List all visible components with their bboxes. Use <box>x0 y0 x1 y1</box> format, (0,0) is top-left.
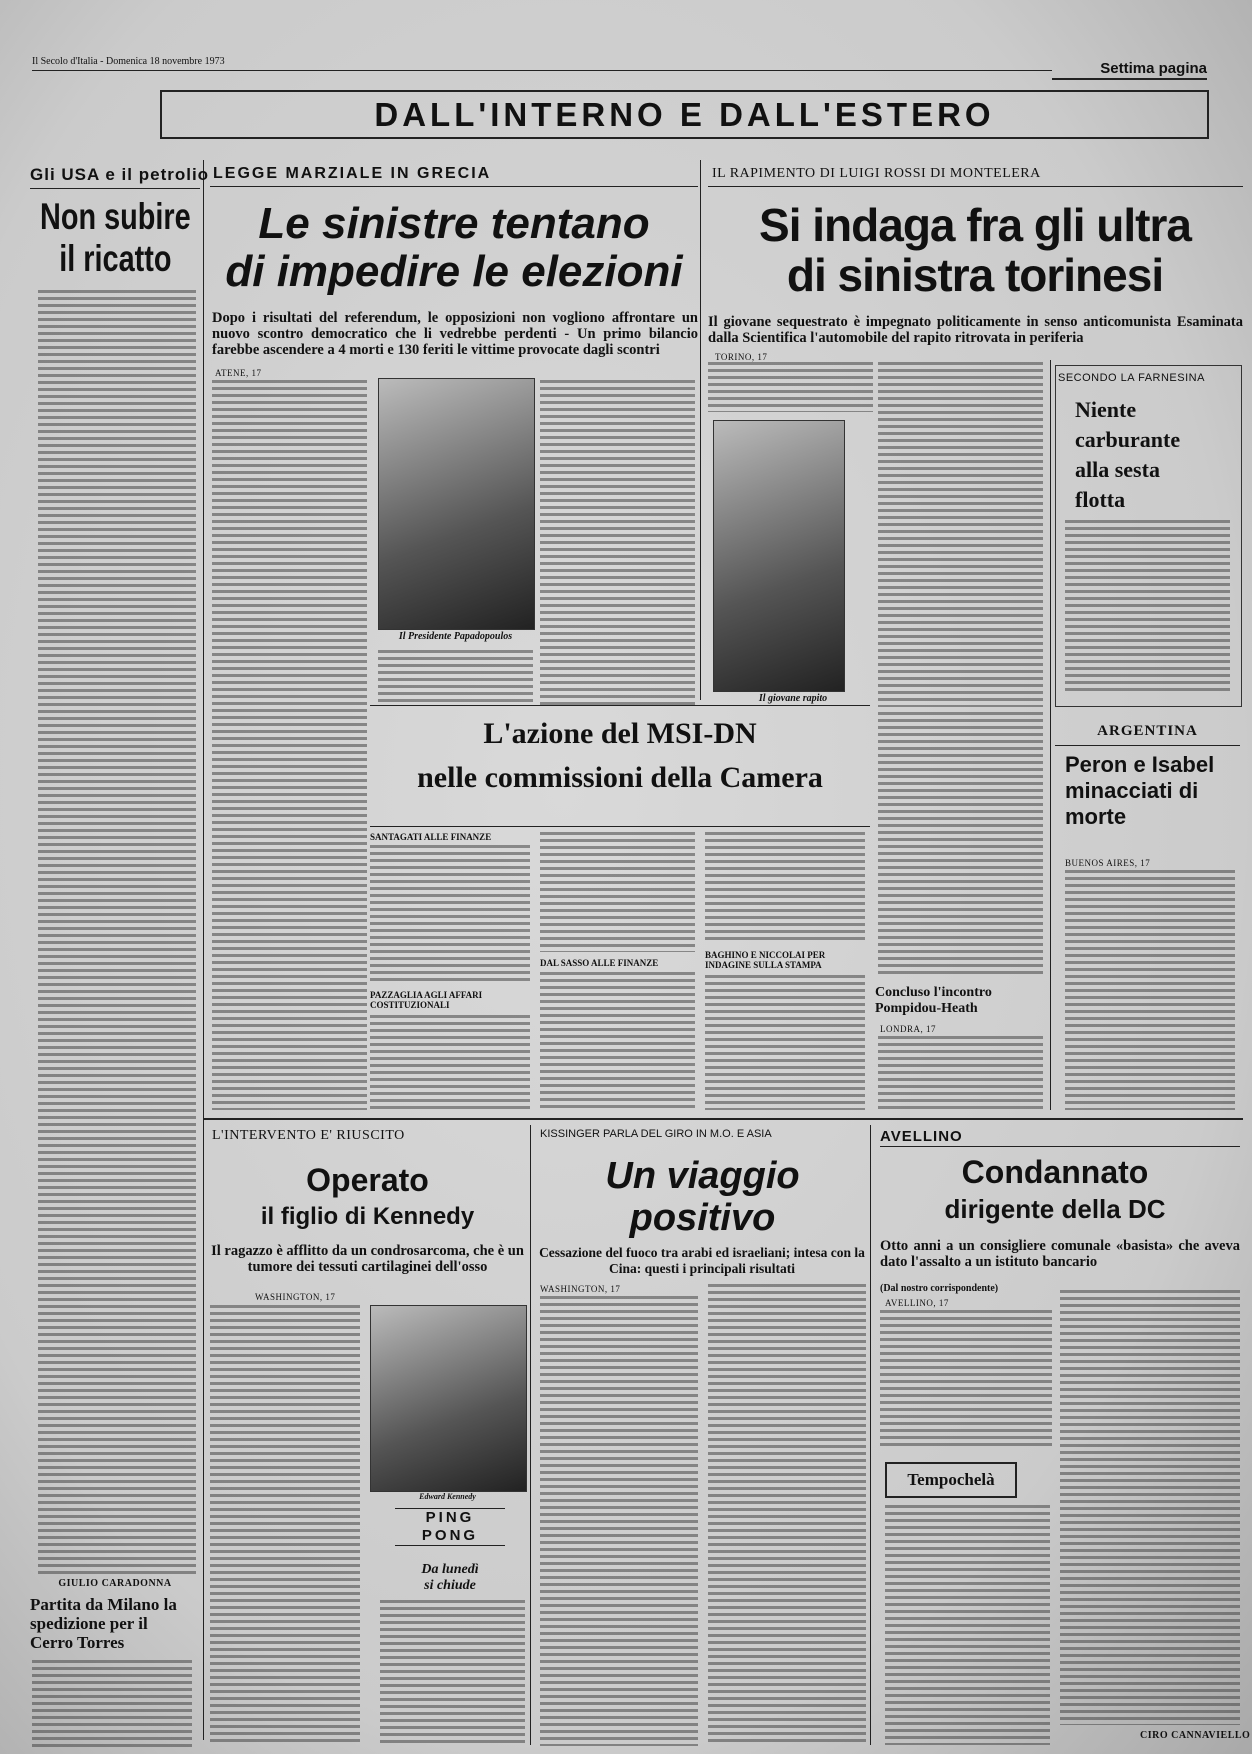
photo-kennedy <box>370 1305 527 1492</box>
headline: Niente carburante alla sesta flotta <box>1075 397 1181 512</box>
article-body <box>32 1660 192 1750</box>
article-body <box>708 1284 866 1746</box>
article-body <box>38 290 196 1575</box>
article-body <box>878 362 1043 707</box>
dateline: WASHINGTON, 17 <box>255 1292 336 1302</box>
kicker: L'INTERVENTO E' RIUSCITO <box>212 1128 405 1143</box>
weather-box-title: Tempochelà <box>885 1462 1017 1498</box>
headline-line: Condannato <box>961 1154 1149 1190</box>
headline-line: di impedire le elezioni <box>225 247 683 296</box>
subheadline <box>380 1562 520 1594</box>
photo-papadopoulos <box>378 378 535 630</box>
article-body <box>878 1036 1043 1110</box>
kicker: LEGGE MARZIALE IN GRECIA <box>213 165 492 182</box>
kicker: ARGENTINA <box>1097 723 1198 739</box>
article-body <box>1060 1290 1240 1725</box>
article-body <box>705 975 865 1110</box>
dateline: ATENE, 17 <box>215 368 262 378</box>
subheadline: Il giovane sequestrato è impegnato politicamente in senso anticomunista Esaminata dalla Scientifica l'automobile del rapito ritrovata in periferia <box>708 314 1243 346</box>
headline <box>210 200 698 296</box>
article-body <box>878 712 1043 977</box>
subhead: BAGHINO E NICCOLAI PER INDAGINE SULLA STAMPA <box>705 950 826 970</box>
headline: Peron e Isabel minacciati di morte <box>1065 752 1215 829</box>
dateline: AVELLINO, 17 <box>885 1298 949 1308</box>
headline: Non subire il ricatto <box>39 196 191 279</box>
photo-rossi <box>713 420 845 692</box>
subhead: SANTAGATI ALLE FINANZE <box>370 832 492 842</box>
sub-line: si chiude <box>424 1578 476 1593</box>
subheadline: Otto anni a un consigliere comunale «basista» che aveva dato l'assalto a un istituto bancario <box>880 1238 1240 1270</box>
headline <box>205 1160 530 1234</box>
article-body <box>708 362 873 412</box>
headline-line: Operato <box>306 1162 429 1198</box>
headline-line: positivo <box>629 1197 776 1239</box>
photo-caption: Il Presidente Papadopoulos <box>398 631 513 642</box>
subheadline: Dopo i risultati del referendum, le opposizioni non vogliono affrontare un nuovo scontro democratico che li vedrebbe perdenti - Un primo bilancio farebbe ascendere a 4 morti e 130 feriti le vittime provocate dagli scontri <box>212 310 698 358</box>
dateline: WASHINGTON, 17 <box>540 1284 621 1294</box>
section-banner: DALL'INTERNO E DALL'ESTERO <box>160 90 1209 139</box>
article-body <box>1065 520 1230 695</box>
kicker: IL RAPIMENTO DI LUIGI ROSSI DI MONTELERA <box>712 166 1041 181</box>
headline-line: dirigente della DC <box>944 1194 1166 1224</box>
weather-body <box>885 1505 1050 1745</box>
photo-caption: Edward Kennedy <box>419 1492 476 1501</box>
article-body <box>705 832 865 942</box>
subhead: DAL SASSO ALLE FINANZE <box>540 958 659 968</box>
headline-line: Un viaggio <box>605 1155 800 1197</box>
subheadline: Cessazione del fuoco tra arabi ed israeliani; intesa con la Cina: questi i principali risultati <box>539 1245 865 1276</box>
headline <box>875 1152 1235 1226</box>
dateline: Il Secolo d'Italia - Domenica 18 novembre 1973 <box>32 56 225 67</box>
signature: CIRO CANNAVIELLO <box>1140 1730 1251 1741</box>
headline <box>705 200 1245 300</box>
article-body <box>210 1305 360 1745</box>
headline-line: Si indaga fra gli ultra <box>759 199 1191 251</box>
headline: Partita da Milano la spedizione per il Cerro Torres <box>30 1595 177 1652</box>
headline-line: il figlio di Kennedy <box>260 1203 475 1230</box>
article-body <box>378 650 533 705</box>
headline: Concluso l'incontro Pompidou-Heath <box>875 985 992 1016</box>
kicker: KISSINGER PARLA DEL GIRO IN M.O. E ASIA <box>540 1128 772 1140</box>
dateline: LONDRA, 17 <box>880 1024 936 1034</box>
headline-line: di sinistra torinesi <box>786 249 1164 301</box>
kicker: Gli USA e il petrolio <box>30 165 210 184</box>
kicker: AVELLINO <box>880 1128 963 1145</box>
headline-line: Le sinistre tentano <box>258 199 650 248</box>
title-line: PING <box>425 1509 475 1526</box>
pingpong-title <box>395 1508 505 1546</box>
article-body <box>1065 870 1235 1110</box>
source: (Dal nostro corrispondente) <box>880 1283 999 1294</box>
article-body <box>540 1296 698 1746</box>
photo-caption: Il giovane rapito <box>758 693 828 704</box>
dateline: BUENOS AIRES, 17 <box>1065 858 1151 868</box>
article-body <box>880 1310 1052 1450</box>
title-line: PONG <box>421 1527 479 1544</box>
dateline: TORINO, 17 <box>715 352 768 362</box>
article-body <box>370 845 530 985</box>
sub-line: Da lunedì <box>421 1562 479 1577</box>
article-body <box>540 380 695 705</box>
kicker: SECONDO LA FARNESINA <box>1058 372 1205 384</box>
headline <box>535 1155 870 1239</box>
page-label: Settima pagina <box>1100 60 1207 77</box>
article-body <box>370 1015 530 1110</box>
article-body <box>540 832 695 952</box>
signature: GIULIO CARADONNA <box>58 1578 172 1589</box>
subheadline: Il ragazzo è afflitto da un condrosarcoma, che è un tumore dei tessuti cartilaginei dell'osso <box>211 1243 524 1275</box>
headline-line: nelle commissioni della Camera <box>417 761 823 794</box>
article-body <box>212 380 367 1110</box>
headline <box>370 712 870 800</box>
subhead: PAZZAGLIA AGLI AFFARI COSTITUZIONALI <box>370 990 483 1010</box>
article-body <box>380 1600 525 1745</box>
article-body <box>540 972 695 1110</box>
headline-line: L'azione del MSI-DN <box>483 717 757 750</box>
